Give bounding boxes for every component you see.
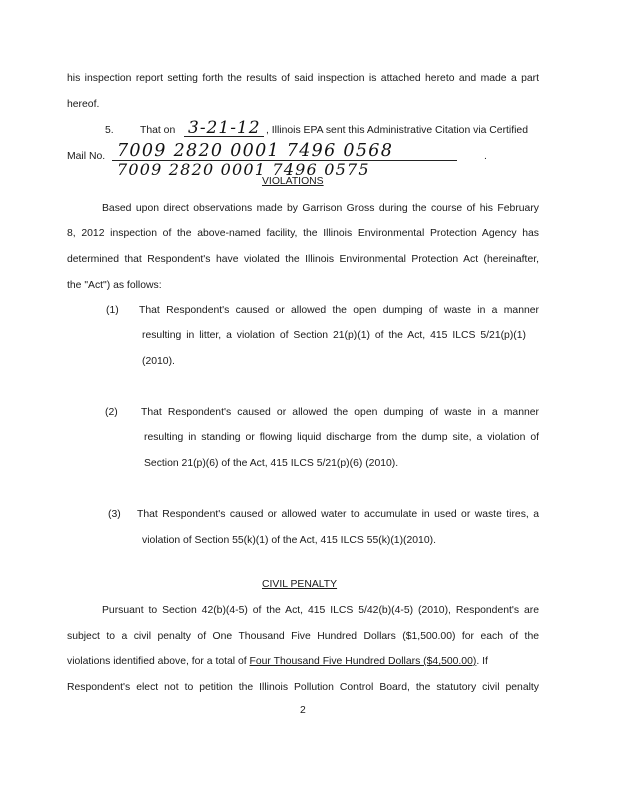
civil-penalty-line: Pursuant to Section 42(b)(4-5) of the Act, 415 ILCS 5/42(b)(4-5) (2010), Respondent's are xyxy=(102,605,539,616)
handwritten-mail-number-2: 7009 2820 0001 7496 0575 xyxy=(117,160,370,179)
date-underline xyxy=(184,136,264,137)
violation-text: violation of Section 55(k)(1) of the Act, 415 ILCS 55(k)(1)(2010). xyxy=(142,535,436,546)
civil-penalty-line xyxy=(67,656,539,668)
violation-text: That Respondent's caused or allowed the open dumping of waste in a manner xyxy=(141,407,539,418)
continuation-line: his inspection report setting forth the results of said inspection is attached hereto and made a part xyxy=(67,73,539,84)
civil-penalty-line: subject to a civil penalty of One Thousand Five Hundred Dollars ($1,500.00) for each of the xyxy=(67,631,539,642)
violation-text: resulting in standing or flowing liquid discharge from the dump site, a violation of xyxy=(144,432,539,443)
penalty-text-end: . If xyxy=(476,656,488,667)
paragraph-5-text: , Illinois EPA sent this Administrative Citation via Certified xyxy=(266,125,528,136)
penalty-text: violations identified above, for a total of xyxy=(67,656,247,667)
civil-penalty-heading: CIVIL PENALTY xyxy=(262,579,338,590)
handwritten-date: 3-21-12 xyxy=(188,118,261,138)
mail-number-period: . xyxy=(484,151,487,162)
that-on-text: That on xyxy=(140,125,176,136)
mail-number-label: Mail No. xyxy=(67,151,106,162)
violations-intro-line: the "Act") as follows: xyxy=(67,280,162,291)
violations-intro-line: 8, 2012 inspection of the above-named facility, the Illinois Environmental Protection Agency has xyxy=(67,228,539,239)
violation-text: That Respondent's caused or allowed the open dumping of waste in a manner xyxy=(139,305,539,316)
handwritten-mail-number-1: 7009 2820 0001 7496 0568 xyxy=(117,141,394,161)
paragraph-number: 5. xyxy=(105,125,114,136)
violation-text: (2010). xyxy=(142,356,175,367)
penalty-total: Four Thousand Five Hundred Dollars ($4,500.00) xyxy=(249,656,477,667)
civil-penalty-line: Respondent's elect not to petition the Illinois Pollution Control Board, the statutory civil penalty xyxy=(67,682,539,693)
violations-heading: VIOLATIONS xyxy=(262,176,324,187)
violation-text: resulting in litter, a violation of Section 21(p)(1) of the Act, 415 ILCS 5/21(p)(1) xyxy=(142,330,526,341)
violation-number: (2) xyxy=(105,407,118,418)
violations-intro-line: determined that Respondent's have violated the Illinois Environmental Protection Act (hereinafter, xyxy=(67,254,539,265)
page-number: 2 xyxy=(300,705,306,716)
violation-number: (3) xyxy=(108,509,121,520)
violation-number: (1) xyxy=(106,305,119,316)
continuation-line: hereof. xyxy=(67,99,100,110)
violation-text: Section 21(p)(6) of the Act, 415 ILCS 5/21(p)(6) (2010). xyxy=(144,458,399,469)
violation-text: That Respondent's caused or allowed water to accumulate in used or waste tires, a xyxy=(137,509,539,520)
violations-intro-line: Based upon direct observations made by Garrison Gross during the course of his February xyxy=(102,203,539,214)
